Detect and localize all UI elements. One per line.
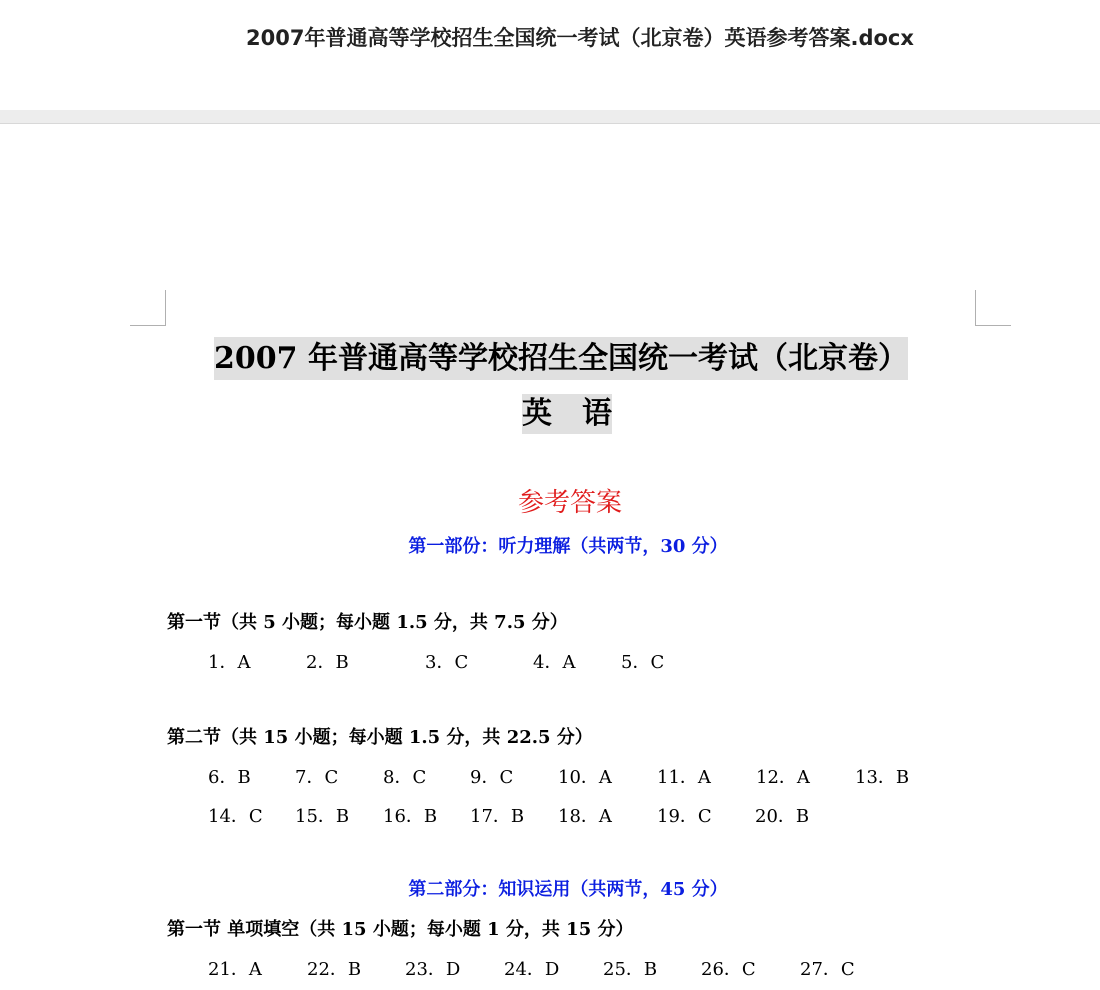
answer-item: 12．A <box>756 767 810 788</box>
answer-item: 24．D <box>504 959 560 980</box>
answer-item: 25．B <box>603 959 658 980</box>
answer-item: 9．C <box>470 767 514 788</box>
answer-item: 2．B <box>306 652 349 673</box>
document-filename: 2007年普通高等学校招生全国统一考试（北京卷）英语参考答案.docx <box>246 26 914 50</box>
answer-item: 15．B <box>295 806 350 827</box>
exam-title: 2007 年普通高等学校招生全国统一考试（北京卷） <box>214 337 908 380</box>
part2-heading: 第二部分：知识运用（共两节，45 分） <box>408 879 728 900</box>
answer-item: 16．B <box>383 806 438 827</box>
answer-item: 3．C <box>425 652 469 673</box>
part2-section1-heading: 第一节 单项填空（共 15 小题；每小题 1 分，共 15 分） <box>167 919 634 940</box>
answer-item: 19．C <box>657 806 712 827</box>
answer-item: 7．C <box>295 767 339 788</box>
answer-item: 1．A <box>208 652 251 673</box>
title-bar <box>0 0 1100 110</box>
answer-item: 23．D <box>405 959 461 980</box>
answer-item: 27．C <box>800 959 855 980</box>
answer-item: 6．B <box>208 767 251 788</box>
answer-item: 20．B <box>755 806 810 827</box>
answer-item: 8．C <box>383 767 427 788</box>
subject-title: 英 语 <box>522 394 612 434</box>
answer-item: 13．B <box>855 767 910 788</box>
answer-item: 11．A <box>657 767 711 788</box>
answer-item: 14．C <box>208 806 263 827</box>
answer-item: 21．A <box>208 959 262 980</box>
answer-item: 4．A <box>533 652 576 673</box>
answer-heading: 参考答案 <box>517 488 622 518</box>
answer-item: 22．B <box>307 959 362 980</box>
answer-item: 5．C <box>621 652 665 673</box>
toolbar-divider <box>0 110 1100 124</box>
part1-heading: 第一部份：听力理解（共两节，30 分） <box>408 536 728 557</box>
margin-mark-top-right <box>975 290 1011 326</box>
answer-item: 26．C <box>701 959 756 980</box>
margin-mark-top-left <box>130 290 166 326</box>
part1-section1-heading: 第一节（共 5 小题；每小题 1.5 分，共 7.5 分） <box>167 612 568 633</box>
document-page <box>0 124 1100 990</box>
answer-item: 10．A <box>558 767 612 788</box>
answer-item: 17．B <box>470 806 525 827</box>
answer-item: 18．A <box>558 806 612 827</box>
part1-section2-heading: 第二节（共 15 小题；每小题 1.5 分，共 22.5 分） <box>167 727 593 748</box>
